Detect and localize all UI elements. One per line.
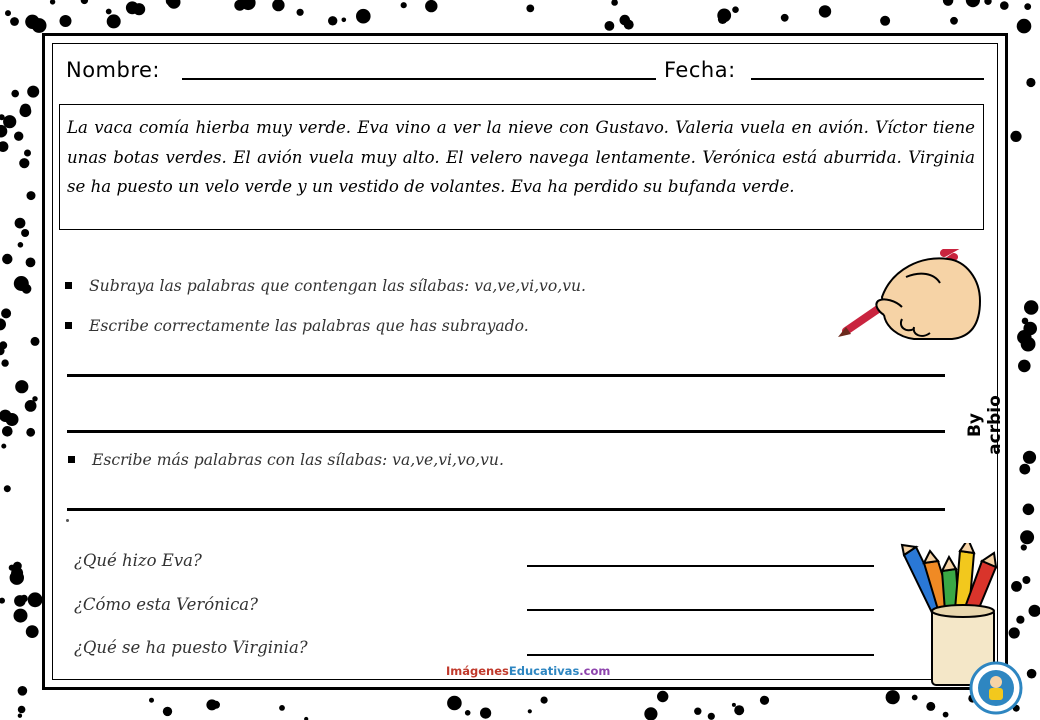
school-logo-icon	[965, 660, 1027, 716]
bullet-icon	[65, 282, 72, 289]
name-label: Nombre:	[66, 58, 161, 82]
instruction-more-words	[68, 451, 504, 469]
stray-dot	[66, 519, 69, 522]
date-label: Fecha:	[664, 58, 736, 82]
question-virginia: ¿Qué se ha puesto Virginia?	[74, 638, 308, 657]
answer-line[interactable]	[527, 654, 874, 656]
instruction-text: Subraya las palabras que contengan las sílabas: va,ve,vi,vo,vu.	[89, 277, 586, 295]
bullet-icon	[65, 322, 72, 329]
writing-line[interactable]	[67, 508, 945, 511]
instruction-underline	[65, 277, 586, 295]
writing-line[interactable]	[67, 430, 945, 433]
bullet-icon	[68, 456, 75, 463]
site-watermark: ImágenesEducativas.com	[446, 664, 611, 678]
question-veronica: ¿Cómo esta Verónica?	[74, 595, 258, 614]
date-field-line[interactable]	[751, 78, 984, 80]
answer-line[interactable]	[527, 609, 874, 611]
question-eva: ¿Qué hizo Eva?	[74, 551, 202, 570]
instruction-text: Escribe más palabras con las sílabas: va,ve,vi,vo,vu.	[92, 451, 504, 469]
hand-writing-icon	[836, 249, 982, 341]
instruction-write-words	[65, 317, 529, 335]
answer-line[interactable]	[527, 565, 874, 567]
story-text-box: La vaca comía hierba muy verde. Eva vino a ver la nieve con Gustavo. Valeria vuela en avión. Víctor tiene unas botas verdes. El avión vuela muy alto. El velero navega lentamente. Verónica está aburrida. Virginia se ha puesto un velo verde y un vestido de volantes. Eva ha perdido su bufanda verde.	[59, 104, 984, 230]
writing-line[interactable]	[67, 374, 945, 377]
name-field-line[interactable]	[182, 78, 656, 80]
author-byline: By acrbio	[965, 395, 1005, 455]
instruction-text: Escribe correctamente las palabras que has subrayado.	[89, 317, 529, 335]
